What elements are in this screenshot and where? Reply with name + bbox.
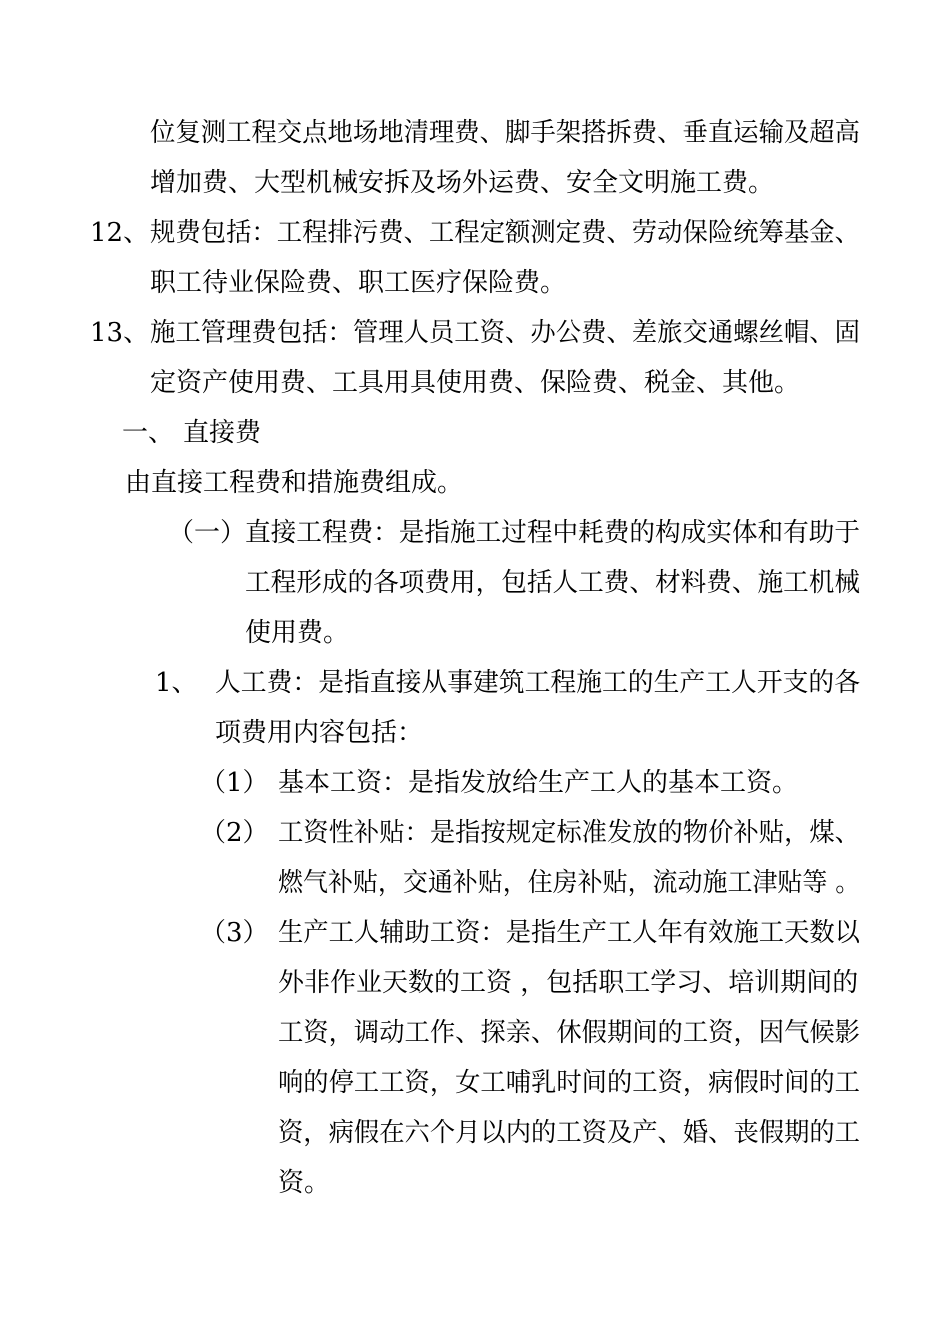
p3-line-6: 资。 [278,1168,331,1198]
item13-line-1: 施工管理费包括：管理人员工资、办公费、差旅交通螺丝帽、固 [150,318,861,348]
point1-line-1: 人工费：是指直接从事建筑工程施工的生产工人开支的各 [215,668,861,698]
item12-line-1: 规费包括：工程排污费、工程定额测定费、劳动保险统筹基金、 [150,218,861,248]
item12-line-2: 职工待业保险费、职工医疗保险费。 [150,268,567,298]
p3-line-4: 响的停工工资，女工哺乳时间的工资，病假时间的工 [278,1068,860,1098]
section1-number: 一、 [122,418,175,448]
p3-line-3: 工资，调动工作、探亲、休假期间的工资，因气候影 [278,1018,860,1048]
sub1-line-1: 直接工程费：是指施工过程中耗费的构成实体和有助于 [245,518,861,548]
p2-number: （2） [200,818,269,848]
p3-line-1: 生产工人辅助工资：是指生产工人年有效施工天数以 [278,918,860,948]
p3-line-5: 资，病假在六个月以内的工资及产、婚、丧假期的工 [278,1118,860,1148]
section1-intro: 由直接工程费和措施费组成。 [125,468,464,498]
sub1-line-2: 工程形成的各项费用，包括人工费、材料费、施工机械 [245,568,861,598]
p1-number: （1） [200,768,269,798]
sub1-line-3: 使用费。 [245,618,350,648]
point1-number: 1、 [155,668,198,698]
item13-line-2: 定资产使用费、工具用具使用费、保险费、税金、其他。 [150,368,801,398]
p2-line-2: 燃气补贴，交通补贴，住房补贴，流动施工津贴等 。 [278,868,861,898]
point1-line-2: 项费用内容包括： [215,718,424,748]
item11-line-2: 增加费、大型机械安拆及场外运费、安全文明施工费。 [150,168,775,198]
p1-line-1: 基本工资：是指发放给生产工人的基本工资。 [278,768,799,798]
p2-line-1: 工资性补贴：是指按规定标准发放的物价补贴，煤、 [278,818,860,848]
p3-number: （3） [200,918,269,948]
p3-line-2: 外非作业天数的工资 ，包括职工学习、培训期间的 [278,968,859,998]
item13-number: 13、 [90,318,150,348]
item12-number: 12、 [90,218,150,248]
sub1-number: （一） [168,518,247,548]
item11-line-1: 位复测工程交点地场地清理费、脚手架搭拆费、垂直运输及超高 [150,118,861,148]
section1-title: 直接费 [183,418,262,448]
